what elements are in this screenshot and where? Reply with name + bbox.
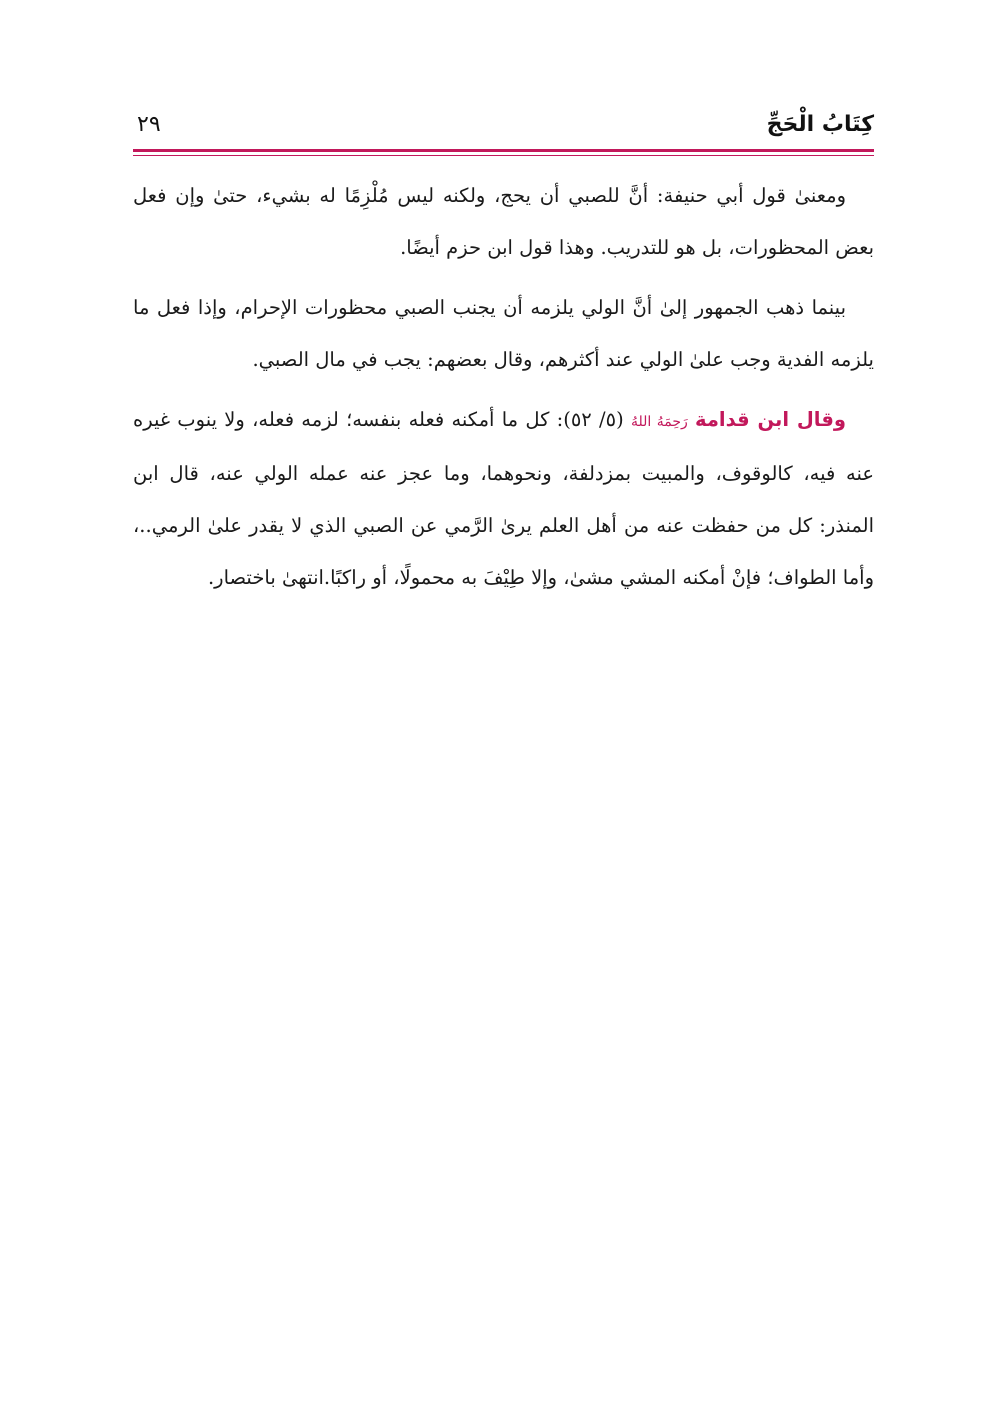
quote-body: (٥/ ٥٢): كل ما أمكنه فعله بنفسه؛ لزمه فعله، ولا ينوب غيره عنه فيه، كالوقوف، والمبيت بمزدلفة، ونحوهما، وما عجز عنه عمله الولي عنه، قال ابن المنذر: كل من حفظت عنه من أهل العلم يرىٰ الرَّمي عن الصبي الذي لا يقدر علىٰ الرمي..، وأما الطواف؛ فإنْ أمكنه المشي مشىٰ، وإلا طِيْفَ به محمولًا، أو راكبًا.انتهىٰ باختصار. [133,408,874,589]
quote-lead: وقال ابن قدامة [695,408,846,431]
honorific-mark: رَحِمَهُ اللهُ [630,414,688,430]
book-title: كِتَابُ الْحَجِّ [766,112,874,137]
page-body [133,170,874,604]
paragraph-abu-hanifa: ومعنىٰ قول أبي حنيفة: أنَّ للصبي أن يحج، ولكنه ليس مُلْزِمًا له بشيء، حتىٰ وإن فعل بعض المحظورات، بل هو للتدريب. وهذا قول ابن حزم أيضًا. [133,184,874,259]
header-rule-thin [133,155,874,156]
paragraph-jumhur: بينما ذهب الجمهور إلىٰ أنَّ الولي يلزمه أن يجنب الصبي محظورات الإحرام، وإذا فعل ما يلزمه الفدية وجب علىٰ الولي عند أكثرهم، وقال بعضهم: يجب في مال الصبي. [133,296,874,371]
header-rule-thick [133,149,874,152]
paragraph-ibn-qudama [133,394,874,604]
page-number: ٢٩ [137,112,161,137]
page-header [133,108,874,148]
